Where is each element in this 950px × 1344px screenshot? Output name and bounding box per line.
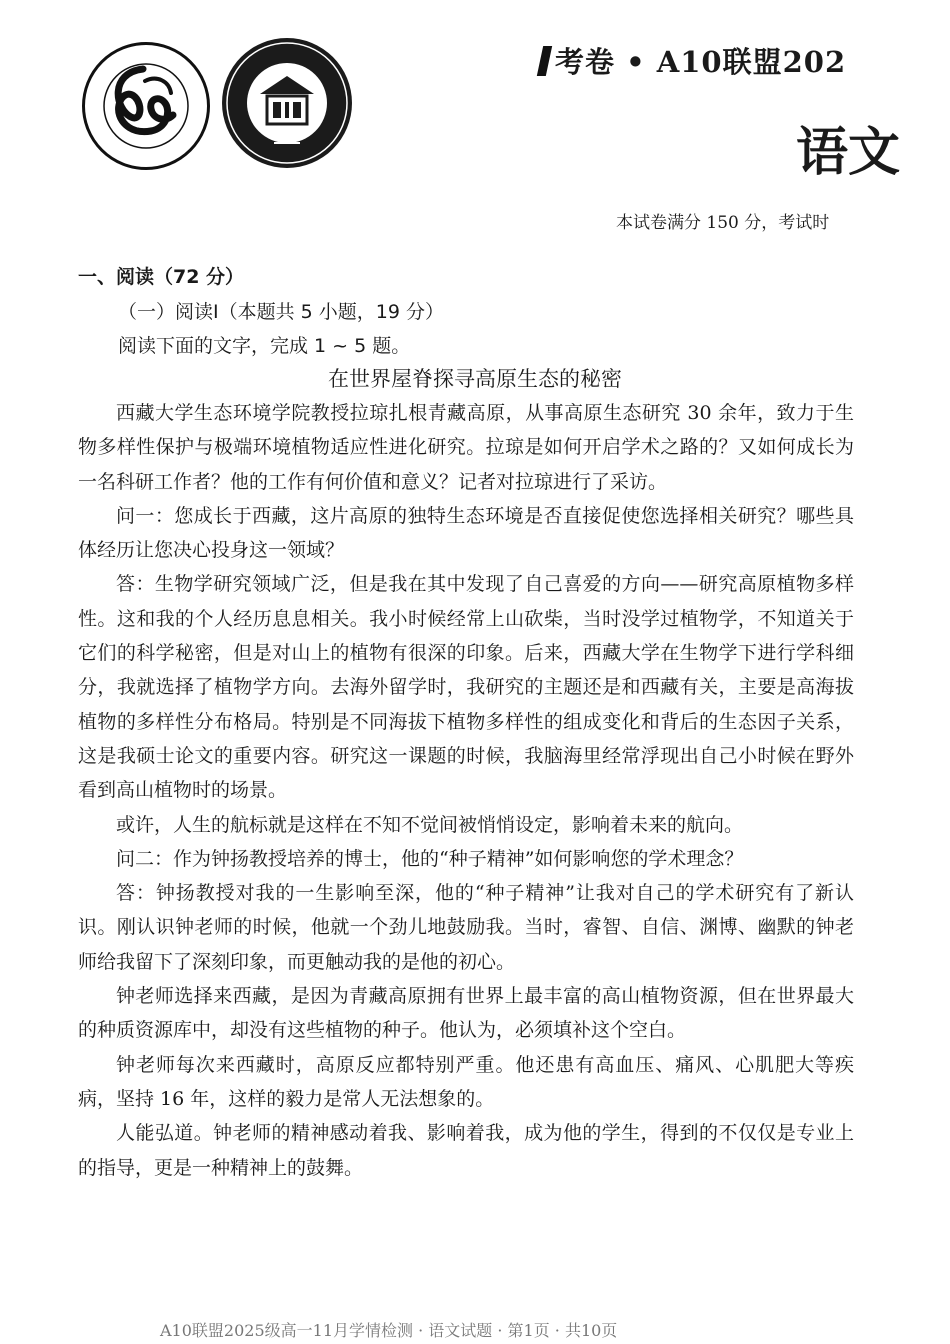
paragraph: 答：生物学研究领域广泛，但是我在其中发现了自己喜爱的方向——研究高原植物多样性。这和我的个人经历息息相关。我小时候经常上山砍柴，当时没学过植物学，不知道关于它们的科学秘密，但是对山上的植物有很深的印象。后来，西藏大学在生物学下进行学科细分，我就选择了植物学方向。去海外留学时，我研究的主题还是和西藏有关，主要是高海拔植物的多样性分布格局。特别是不同海拔下植物多样性的组成变化和背后的生态因子关系，这是我硕士论文的重要内容。研究这一课题的时候，我脑海里经常浮现出自己小时候在野外看到高山植物时的场景。 [78, 573, 854, 802]
exam-brand-line [540, 40, 846, 81]
subject-title: 语文 [796, 122, 901, 183]
section-instruction: 阅读下面的文字，完成 1 ~ 5 题。 [118, 335, 411, 357]
exam-meta-line: 本试卷满分 150 分，考试时 [616, 213, 830, 233]
a10-alliance-logo-icon [85, 45, 207, 167]
page-footer: A10联盟2025级高一11月学情检测 · 语文试题 · 第1页 · 共10页 [160, 1321, 618, 1340]
paragraph: 人能弘道。钟老师的精神感动着我、影响着我，成为他的学生，得到的不仅仅是专业上的指导，更是一种精神上的鼓舞。 [78, 1122, 854, 1179]
brand-mark-icon [537, 46, 552, 76]
paragraph: 或许，人生的航标就是这样在不知不觉间被悄悄设定，影响着未来的航向。 [116, 813, 744, 836]
paragraph: 问一：您成长于西藏，这片高原的独特生态环境是否直接促使您选择相关研究？哪些具体经历让您决心投身这一领域？ [78, 504, 854, 562]
a10-alliance-logo [82, 42, 210, 170]
paragraph: 钟老师选择来西藏，是因为青藏高原拥有世界上最丰富的高山植物资源，但在世界最大的种质资源库中，却没有这些植物的种子。他认为，必须填补这个空白。 [78, 985, 854, 1042]
wanzhi-education-logo-icon [222, 38, 352, 168]
section-subtitle: （一）阅读Ⅰ（本题共 5 小题，19 分） [118, 301, 444, 323]
paragraph: 问二：作为钟扬教授培养的博士，他的“种子精神”如何影响您的学术理念？ [116, 847, 744, 870]
article-title: 在世界屋脊探寻高原生态的秘密 [328, 367, 622, 391]
paragraph: 答：钟扬教授对我的一生影响至深，他的“种子精神”让我对自己的学术研究有了新认识。刚认识钟老师的时候，他就一个劲儿地鼓励我。当时，睿智、自信、渊博、幽默的钟老师给我留下了深刻印象，而更触动我的是他的初心。 [78, 882, 854, 973]
article-body [78, 396, 854, 1185]
paragraph: 西藏大学生态环境学院教授拉琼扎根青藏高原，从事高原生态研究 30 余年，致力于生物多样性保护与极端环境植物适应性进化研究。拉琼是如何开启学术之路的？又如何成长为一名科研工作者？他的工作有何价值和意义？记者对拉琼进行了采访。 [78, 402, 854, 493]
paragraph: 钟老师每次来西藏时，高原反应都特别严重。他还患有高血压、痛风、心肌肥大等疾病，坚持 16 年，这样的毅力是常人无法想象的。 [78, 1053, 854, 1110]
section-title: 一、阅读（72 分） [78, 266, 245, 288]
brand-line-text: 考卷 • A10联盟202 [555, 45, 847, 79]
wanzhi-education-logo [222, 38, 352, 168]
